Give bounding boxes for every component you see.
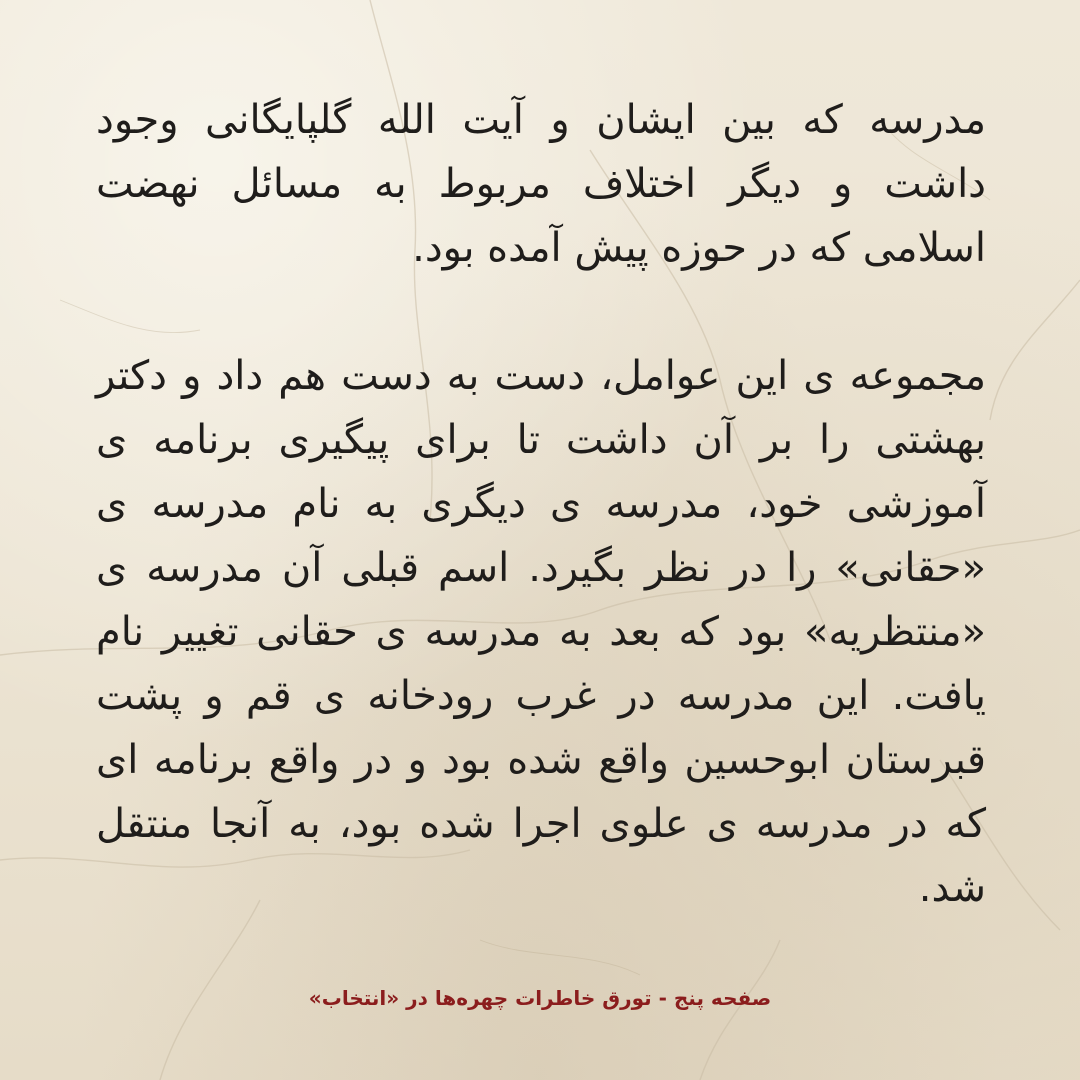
document-body [96,88,986,920]
paragraph-2: مجموعه ی این عوامل، دست به دست هم داد و دکتر بهشتی را بر آن داشت تا برای پیگیری برنامه ی آموزشی خود، مدرسه ی دیگری به نام مدرسه ی «حقانی» را در نظر بگیرد. اسم قبلی آن مدرسه ی «منتظریه» بود که بعد به مدرسه ی حقانی تغییر نام یافت. این مدرسه در غرب رودخانه ی قم و پشت قبرستان ابوحسین واقع شده بود و در واقع برنامه ای که در مدرسه ی علوی اجرا شده بود، به آنجا منتقل شد. [96,353,986,911]
page-footer: صفحه پنج - تورق خاطرات چهره‌ها در «انتخاب» [308,986,772,1010]
paragraph-1: مدرسه که بین ایشان و آیت الله گلپایگانی وجود داشت و دیگر اختلاف مربوط به مسائل نهضت اسلامی که در حوزه پیش آمده بود. [96,97,986,271]
